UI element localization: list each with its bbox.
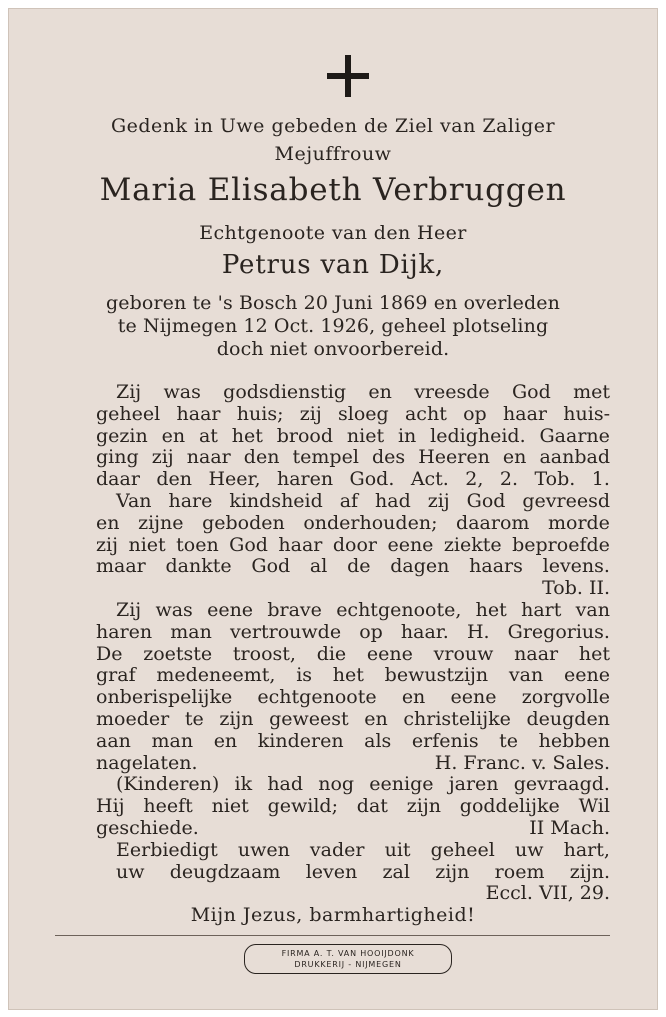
body-word: geweest	[269, 707, 349, 730]
imprint-line: FIRMA A. T. VAN HOOIJDONK	[281, 949, 415, 958]
body-word: acht	[404, 402, 447, 425]
birth-death-line: te Nijmegen 12 Oct. 1926, geheel plotseling	[117, 315, 549, 337]
body-word: God.	[349, 468, 395, 491]
body-word: kinderen	[257, 729, 344, 752]
body-word: Heeren	[418, 446, 490, 469]
body-word: echtgenoote	[257, 686, 377, 709]
heading-line-2: Mejuffrouw	[274, 143, 392, 165]
body-word: gevraagd.	[513, 773, 610, 796]
body-word: en	[368, 381, 392, 403]
body-word: dat	[356, 795, 388, 818]
body-word: geheel	[96, 402, 161, 425]
body-word: Heer,	[208, 468, 261, 491]
body-word: zij	[151, 446, 174, 469]
body-word: levens.	[542, 555, 610, 578]
body-word: zijn	[219, 707, 254, 730]
body-word: leven	[305, 860, 358, 883]
body-word: het	[332, 664, 364, 687]
body-word: godsdienstig	[223, 381, 347, 403]
body-word: was	[155, 598, 193, 621]
spouse-intro: Echtgenoote van den Heer	[199, 222, 467, 244]
body-word: eene	[450, 686, 497, 709]
body-word: zijn	[406, 795, 441, 818]
body-word: zal	[382, 860, 410, 883]
body-line	[96, 600, 610, 622]
body-word: dankte	[165, 555, 232, 578]
body-word: eene	[366, 642, 413, 665]
body-word: naar	[514, 642, 559, 665]
body-word: zorgvolle	[521, 686, 610, 709]
body-word: at	[198, 424, 218, 447]
body-line	[96, 709, 610, 731]
printer-imprint	[244, 944, 452, 974]
body-word: bewustzijn	[384, 664, 489, 687]
body-word: niet	[346, 424, 385, 447]
body-word: Eerbiedigt	[116, 838, 218, 861]
body-word: geschiede.	[96, 816, 199, 839]
body-word: erfenis	[411, 729, 479, 752]
body-word: huis-	[563, 402, 610, 425]
body-line	[96, 404, 610, 426]
body-word: als	[364, 729, 392, 752]
body-word: Hij	[96, 795, 125, 818]
body-word: het	[578, 642, 610, 665]
body-word: uit	[384, 838, 411, 861]
body-word: eenige	[369, 773, 434, 796]
heading-line-1: Gedenk in Uwe gebeden de Ziel van Zaliger	[110, 115, 556, 137]
body-word: het	[475, 598, 507, 621]
body-word: goddelijke	[459, 795, 560, 818]
body-word: Act.	[410, 468, 449, 491]
body-word: vertrouwde	[229, 620, 342, 643]
closing-prayer: Mijn Jezus, barmhartigheid!	[190, 904, 476, 926]
body-word: zijn	[435, 860, 470, 883]
body-word: Zij	[116, 598, 142, 621]
divider	[55, 935, 610, 936]
body-word: en	[502, 446, 527, 469]
body-word: de	[347, 555, 371, 578]
body-word: God	[466, 489, 506, 512]
body-word: H. Franc. v. Sales.	[434, 751, 610, 774]
body-word: roem	[494, 860, 545, 883]
body-word: ik	[234, 773, 253, 796]
body-word: moeder	[96, 707, 170, 730]
body-word: Tob.	[534, 468, 576, 491]
body-word: sloeg	[338, 402, 389, 425]
body-word: hebben	[538, 729, 610, 752]
body-word: brood	[276, 424, 334, 447]
body-word: eene	[387, 533, 434, 556]
body-word: daar	[96, 468, 140, 491]
body-word: des	[371, 446, 406, 469]
spouse-name: Petrus van Dijk,	[221, 250, 445, 280]
body-word: te	[499, 729, 519, 752]
body-word: uwen	[237, 838, 290, 861]
body-word: en	[364, 707, 388, 730]
body-word: gezin	[96, 424, 148, 447]
body-word: te	[184, 707, 204, 730]
body-word: en	[213, 729, 238, 752]
body-word: het	[231, 424, 263, 447]
body-word: was	[163, 381, 201, 403]
body-word: dagen	[390, 555, 450, 578]
body-word: nog	[318, 773, 355, 796]
body-word: onberispelijke	[96, 686, 233, 709]
body-word: deugden	[526, 707, 610, 730]
body-word: had	[375, 489, 411, 512]
body-line	[96, 556, 610, 578]
body-word: van	[508, 664, 544, 687]
body-word: God	[511, 381, 551, 403]
body-word: zij	[299, 402, 322, 425]
body-line	[96, 447, 610, 469]
body-line: Eccl. VII, 29.	[485, 882, 610, 905]
body-word: haar.	[400, 620, 449, 643]
cross-icon	[327, 55, 369, 97]
body-word: troost,	[232, 642, 296, 665]
body-word: hart,	[563, 838, 610, 861]
body-word: op	[359, 620, 383, 643]
body-word: vrouw	[433, 642, 494, 665]
body-word: Van	[116, 489, 152, 512]
body-word: met	[573, 381, 610, 403]
body-word: onderhouden;	[303, 511, 438, 534]
body-word: in	[397, 424, 417, 447]
body-word: tempel	[292, 446, 359, 469]
body-word: uw	[116, 860, 145, 883]
body-line	[96, 382, 610, 404]
body-line	[96, 840, 610, 862]
body-line	[96, 862, 610, 884]
body-word: II Mach.	[529, 816, 610, 839]
body-word: eene	[563, 664, 610, 687]
deceased-name: Maria Elisabeth Verbruggen	[99, 172, 567, 208]
body-word: man	[170, 620, 212, 643]
body-line	[96, 469, 610, 491]
body-word: en	[401, 686, 426, 709]
body-word: haren	[276, 468, 334, 491]
body-line	[96, 796, 610, 818]
body-word: geboden	[202, 511, 285, 534]
body-word: had	[267, 773, 304, 796]
body-word: gewild;	[267, 795, 338, 818]
body-line	[96, 665, 610, 687]
body-word: nagelaten.	[96, 751, 198, 774]
body-word: heeft	[143, 795, 193, 818]
body-word: echtgenoote,	[336, 598, 462, 621]
body-word: brave	[267, 598, 322, 621]
body-word: maar	[96, 555, 146, 578]
body-word: H.	[466, 620, 490, 643]
body-word: ging	[96, 446, 139, 469]
body-line	[96, 753, 610, 775]
body-word: beproefde	[512, 533, 610, 556]
body-word: zij	[96, 533, 118, 556]
body-word: Gregorius.	[507, 620, 610, 643]
body-word: eene	[207, 598, 254, 621]
body-word: geheel	[430, 838, 495, 861]
body-line	[96, 774, 610, 796]
body-word: den	[156, 468, 192, 491]
body-word: daarom	[456, 511, 530, 534]
body-word: zijn.	[569, 860, 610, 883]
body-word: medeneemt,	[156, 664, 276, 687]
body-word: ledigheid.	[430, 424, 526, 447]
body-word: haar	[176, 402, 221, 425]
body-word: haren	[96, 620, 153, 643]
body-word: die	[316, 642, 347, 665]
body-word: man	[151, 729, 194, 752]
body-line	[96, 426, 610, 448]
body-word: haar	[503, 402, 547, 425]
body-word: huis;	[236, 402, 284, 425]
body-word: niet	[211, 795, 249, 818]
body-word: is	[296, 664, 313, 687]
body-word: haars	[469, 555, 523, 578]
body-line	[96, 687, 610, 709]
body-text	[96, 382, 610, 905]
body-word: vader	[309, 838, 365, 861]
body-word: zoetste	[143, 642, 213, 665]
body-word: den	[243, 446, 280, 469]
imprint-line: DRUKKERIJ - NIJMEGEN	[294, 960, 402, 969]
body-word: graf	[96, 664, 136, 687]
body-line	[96, 491, 610, 513]
body-line	[96, 644, 610, 666]
body-word: christelijke	[403, 707, 511, 730]
body-line	[96, 731, 610, 753]
body-word: Zij	[116, 381, 142, 403]
body-word: God	[229, 533, 268, 556]
body-word: uw	[514, 838, 544, 861]
body-word: niet	[128, 533, 166, 556]
body-word: De	[96, 642, 123, 665]
body-word: kindsheid	[229, 489, 323, 512]
body-word: 1.	[591, 468, 610, 491]
body-word: God	[251, 555, 291, 578]
body-word: van	[575, 598, 610, 621]
body-word: (Kinderen)	[116, 773, 220, 796]
body-line	[96, 535, 610, 557]
body-word: zij	[427, 489, 450, 512]
body-word: aan	[96, 729, 131, 752]
body-word: deugdzaam	[169, 860, 281, 883]
body-word: 2,	[465, 468, 484, 491]
body-word: op	[463, 402, 487, 425]
body-word: toen	[176, 533, 219, 556]
body-line	[96, 622, 610, 644]
body-word: 2.	[499, 468, 519, 491]
birth-death-line: doch niet onvoorbereid.	[216, 338, 450, 360]
body-word: haar	[278, 533, 323, 556]
body-word: al	[309, 555, 328, 578]
birth-death-line: geboren te 's Bosch 20 Juni 1869 en overleden	[106, 292, 560, 314]
body-word: aanbad	[539, 446, 610, 469]
body-word: hart	[521, 598, 562, 621]
body-word: af	[339, 489, 359, 512]
body-word: en	[96, 511, 120, 534]
body-word: Gaarne	[539, 424, 610, 447]
body-line: Tob. II.	[542, 577, 610, 600]
body-line	[96, 818, 610, 840]
body-word: vreesde	[414, 381, 490, 403]
body-word: zijne	[138, 511, 184, 534]
body-word: door	[332, 533, 377, 556]
body-word: morde	[547, 511, 610, 534]
body-word: naar	[186, 446, 231, 469]
body-word: jaren	[448, 773, 499, 796]
body-word: ziekte	[443, 533, 502, 556]
body-line	[96, 513, 610, 535]
body-word: gevreesd	[522, 489, 610, 512]
body-word: Wil	[578, 795, 610, 818]
body-word: hare	[168, 489, 213, 512]
body-word: en	[161, 424, 186, 447]
